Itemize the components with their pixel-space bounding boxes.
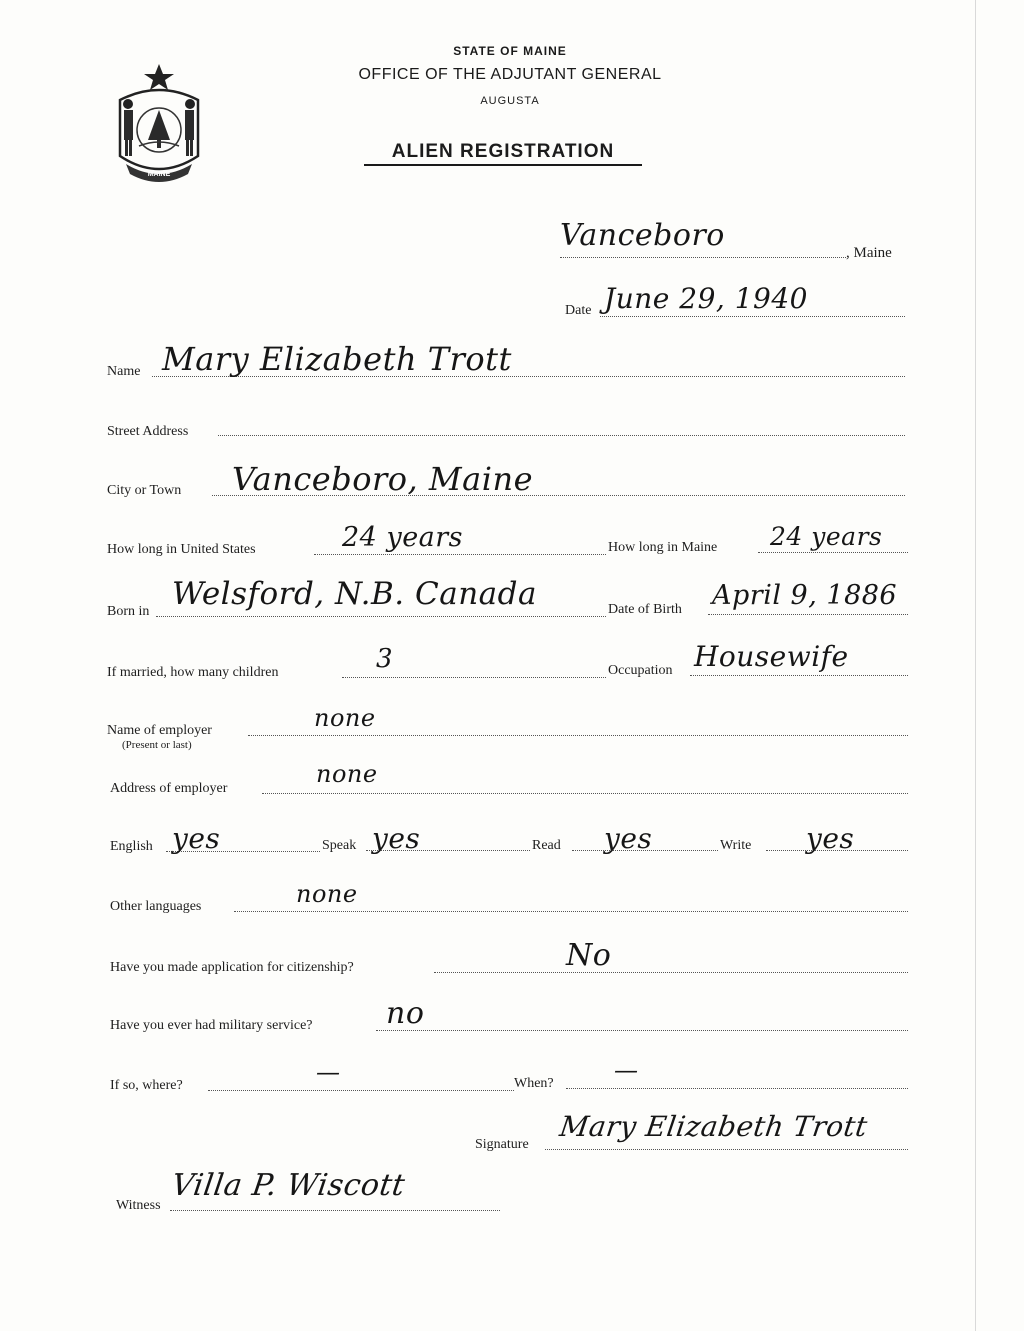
birth-date-value[interactable]: April 9, 1886 — [712, 580, 898, 611]
place-suffix: , Maine — [846, 245, 892, 261]
children-line — [342, 677, 606, 678]
military-line — [376, 1030, 908, 1031]
other-languages-label: Other languages — [110, 899, 202, 914]
speak-value[interactable]: yes — [372, 822, 421, 855]
date-line — [600, 316, 905, 317]
where-label: If so, where? — [110, 1078, 183, 1093]
military-label: Have you ever had military service? — [110, 1018, 313, 1033]
maine-state-seal — [106, 60, 212, 184]
birth-date-line — [708, 614, 908, 615]
state-heading: STATE OF MAINE — [453, 44, 567, 58]
street-address-line — [218, 435, 905, 436]
where-line — [208, 1090, 514, 1091]
employer-name-line — [248, 735, 908, 736]
office-heading: OFFICE OF THE ADJUTANT GENERAL — [358, 66, 662, 83]
scan-edge-line — [975, 0, 976, 1331]
years-us-line — [314, 554, 606, 555]
place-line — [560, 257, 846, 258]
children-value[interactable]: 3 — [376, 644, 394, 674]
other-languages-value[interactable]: none — [296, 880, 358, 908]
signature-value[interactable]: Mary Elizabeth Trott — [557, 1110, 870, 1143]
signature-label: Signature — [475, 1137, 529, 1152]
citizenship-line — [434, 972, 908, 973]
employer-name-note: (Present or last) — [122, 739, 192, 751]
place-value[interactable]: Vanceboro — [560, 218, 725, 253]
years-maine-value[interactable]: 24 years — [770, 522, 883, 551]
employer-name-value[interactable]: none — [314, 704, 376, 732]
employer-address-label: Address of employer — [110, 781, 228, 796]
employer-address-line — [262, 793, 908, 794]
occupation-line — [690, 675, 908, 676]
street-address-label: Street Address — [107, 424, 189, 439]
city-town-value[interactable]: Vanceboro, Maine — [232, 460, 533, 498]
read-label: Read — [532, 838, 561, 853]
write-value[interactable]: yes — [806, 822, 855, 855]
years-maine-line — [758, 552, 908, 553]
date-label: Date — [565, 303, 592, 318]
occupation-value[interactable]: Housewife — [694, 640, 849, 673]
military-value[interactable]: no — [386, 996, 425, 1031]
english-value[interactable]: yes — [172, 822, 221, 855]
name-value[interactable]: Mary Elizabeth Trott — [162, 340, 512, 378]
occupation-label: Occupation — [608, 663, 673, 678]
employer-address-value[interactable]: none — [316, 760, 378, 788]
birth-date-label: Date of Birth — [608, 602, 682, 617]
born-in-value[interactable]: Welsford, N.B. Canada — [172, 576, 537, 612]
seal-banner-text: MAINE — [147, 171, 171, 178]
citizenship-label: Have you made application for citizenship? — [110, 960, 354, 975]
form-title: ALIEN REGISTRATION — [364, 141, 642, 166]
date-value[interactable]: June 29, 1940 — [604, 282, 808, 315]
born-in-line — [156, 616, 606, 617]
speak-label: Speak — [322, 838, 357, 853]
city-town-label: City or Town — [107, 483, 182, 498]
years-maine-label: How long in Maine — [608, 540, 718, 555]
english-label: English — [110, 839, 153, 854]
witness-line — [170, 1210, 500, 1211]
citizenship-value[interactable]: No — [566, 938, 612, 973]
read-value[interactable]: yes — [604, 822, 653, 855]
write-label: Write — [720, 838, 752, 853]
where-value[interactable]: — — [316, 1058, 341, 1086]
years-us-label: How long in United States — [107, 542, 256, 557]
witness-value[interactable]: Villa P. Wiscott — [169, 1168, 408, 1203]
witness-label: Witness — [116, 1198, 161, 1213]
when-line — [566, 1088, 908, 1089]
employer-name-label: Name of employer — [107, 723, 212, 738]
name-label: Name — [107, 364, 141, 379]
children-label: If married, how many children — [107, 665, 279, 680]
signature-line — [545, 1149, 908, 1150]
born-in-label: Born in — [107, 604, 150, 619]
when-label: When? — [514, 1076, 554, 1091]
years-us-value[interactable]: 24 years — [342, 522, 464, 553]
when-value[interactable]: — — [614, 1056, 639, 1084]
other-languages-line — [234, 911, 908, 912]
city-heading: AUGUSTA — [480, 95, 540, 107]
